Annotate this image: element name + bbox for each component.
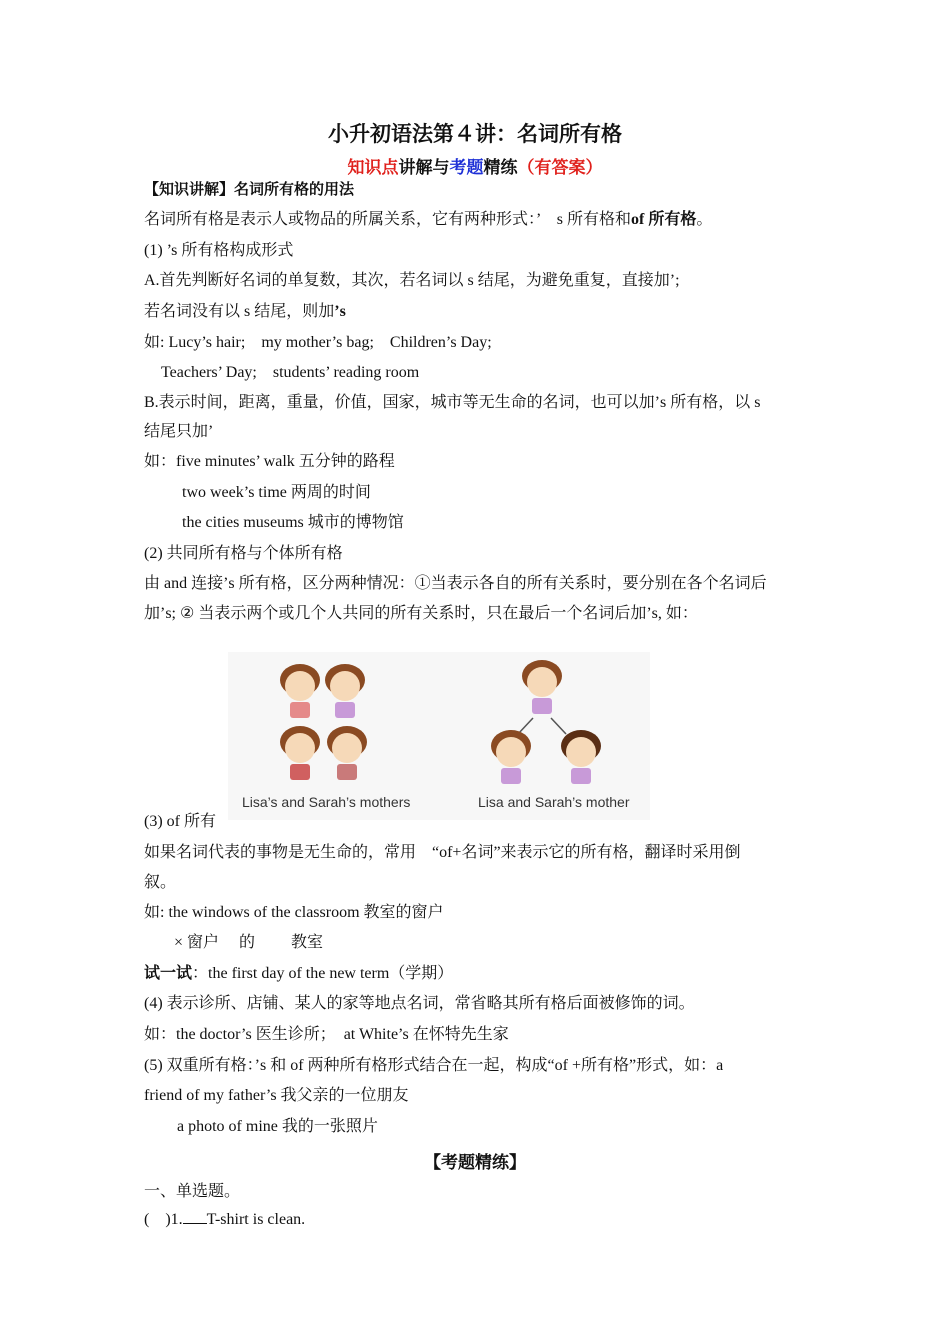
rule-a-line-1: A.首先判断好名词的单复数，其次，若名词以 s 结尾，为避免重复，直接加’; bbox=[144, 272, 680, 289]
subtitle-part-1: 知识点 bbox=[347, 158, 399, 178]
point-1-heading: (1) ’s 所有格构成形式 bbox=[144, 242, 294, 259]
example-line-5: the cities museums 城市的博物馆 bbox=[182, 514, 404, 531]
intro-text: 名词所有格是表示人或物品的所属关系，它有两种形式：’ s 所有格 bbox=[144, 211, 615, 228]
question-1-number: ( )1. bbox=[144, 1211, 183, 1228]
subtitle-part-2: 讲解与 bbox=[398, 158, 450, 178]
intro-and: 和 bbox=[614, 211, 631, 228]
exercise-part-label: 一、单选题。 bbox=[144, 1183, 241, 1200]
question-1-text: T-shirt is clean. bbox=[206, 1211, 306, 1228]
point-2-line-2: 加’s; ② 当表示两个或几个人共同的所有关系时，只在最后一个名词后加’s, 如： bbox=[144, 605, 698, 622]
point-3-heading: (3) of 所有 bbox=[144, 813, 216, 830]
example-line-6: 如: the windows of the classroom 教室的窗户 bbox=[144, 904, 444, 921]
subtitle-part-4: 精练 bbox=[483, 158, 518, 178]
example-line-1: 如: Lucy’s hair; my mother’s bag; Children’s Day; bbox=[144, 334, 492, 351]
section-heading-knowledge: 【知识讲解】名词所有格的用法 bbox=[144, 180, 355, 198]
intro-of-possessive: of 所有格 bbox=[630, 211, 697, 228]
intro-line bbox=[144, 209, 712, 231]
subtitle-part-5: （有答案） bbox=[517, 158, 603, 178]
example-line-7: × 窗户 的 教室 bbox=[174, 934, 324, 951]
point-3-line-2: 叙。 bbox=[144, 874, 177, 891]
rule-b-line-1: B.表示时间，距离，重量，价值，国家，城市等无生命的名词，也可以加’s 所有格，以 s bbox=[144, 394, 761, 411]
possessive-illustration bbox=[228, 652, 650, 820]
try-it-label: 试一试 bbox=[144, 965, 193, 982]
subtitle-part-3: 考题 bbox=[449, 158, 484, 178]
point-5-line-1: (5) 双重所有格：’s 和 of 两种所有格形式结合在一起，构成“of +所有格”形式，如：a bbox=[144, 1057, 724, 1074]
example-line-9: a photo of mine 我的一张照片 bbox=[177, 1118, 378, 1135]
question-1 bbox=[144, 1209, 305, 1231]
point-3-line-1: 如果名词代表的事物是无生命的，常用 “of+名词”来表示它的所有格，翻译时采用倒 bbox=[144, 844, 741, 861]
point-2-line-1: 由 and 连接’s 所有格，区分两种情况：①当表示各自的所有关系时，要分别在各个名词后 bbox=[144, 575, 767, 592]
try-it-line bbox=[144, 963, 453, 985]
rule-a-line-2 bbox=[144, 301, 346, 323]
example-line-3: 如：five minutes’ walk 五分钟的路程 bbox=[144, 453, 395, 470]
example-line-8: 如：the doctor’s 医生诊所； at White’s 在怀特先生家 bbox=[144, 1026, 509, 1043]
rule-a-suffix: ’s bbox=[334, 303, 346, 320]
section-heading-exercises: 【考题精练】 bbox=[424, 1153, 526, 1173]
example-line-4: two week’s time 两周的时间 bbox=[182, 484, 371, 501]
point-4-heading: (4) 表示诊所、店铺、某人的家等地点名词，常省略其所有格后面被修饰的词。 bbox=[144, 995, 695, 1012]
point-2-heading: (2) 共同所有格与个体所有格 bbox=[144, 545, 343, 562]
page-title: 小升初语法第４讲：名词所有格 bbox=[328, 122, 622, 146]
page-subtitle bbox=[0, 153, 950, 178]
point-5-line-2: friend of my father’s 我父亲的一位朋友 bbox=[144, 1087, 409, 1104]
example-line-2: Teachers’ Day; students’ reading room bbox=[161, 364, 420, 381]
rule-a-text: 若名词没有以 s 结尾，则加 bbox=[144, 303, 335, 320]
answer-blank[interactable] bbox=[183, 1209, 207, 1224]
caption-right: Lisa and Sarah’s mother bbox=[478, 794, 630, 810]
try-it-text: ：the first day of the new term（学期） bbox=[192, 965, 454, 982]
caption-left: Lisa’s and Sarah’s mothers bbox=[242, 794, 411, 810]
intro-period: 。 bbox=[696, 211, 713, 228]
rule-b-line-2: 结尾只加’ bbox=[144, 423, 214, 440]
